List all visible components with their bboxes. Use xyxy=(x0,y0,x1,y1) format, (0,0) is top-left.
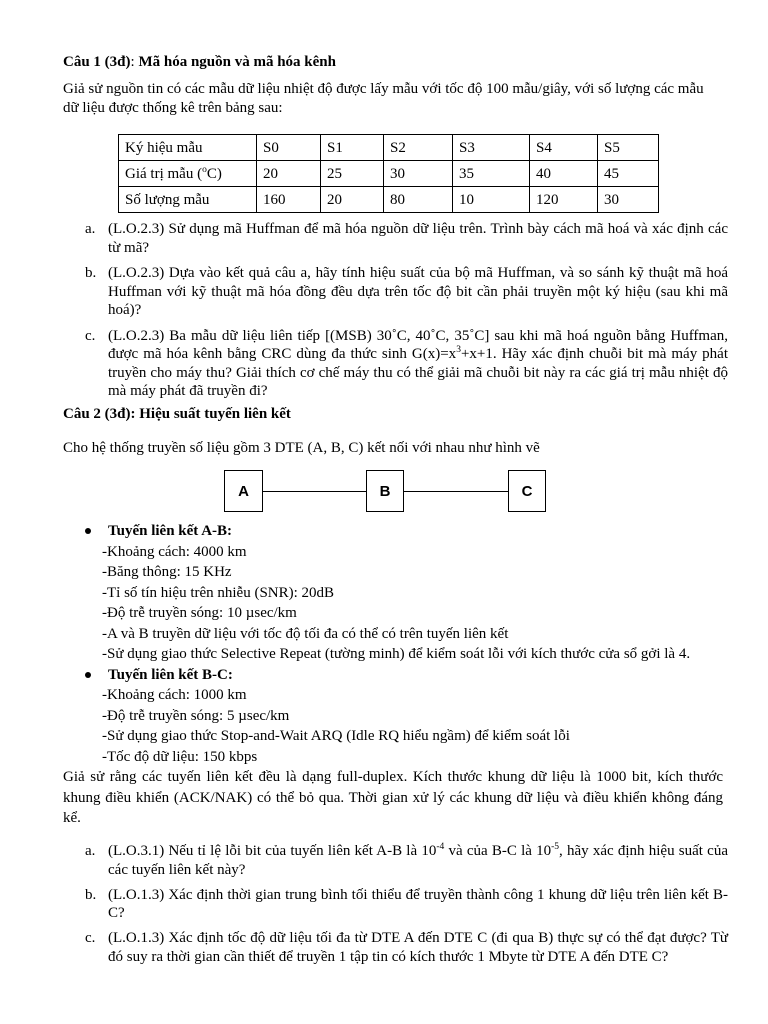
value-label-start: Giá trị mẫu ( xyxy=(125,165,203,182)
question-1-subquestions xyxy=(85,220,728,408)
bullet-icon xyxy=(85,528,91,534)
question-1-topic: Mã hóa nguồn và mã hóa kênh xyxy=(138,54,336,70)
link-line-a-b xyxy=(263,491,366,492)
row-header-symbol: Ký hiệu mẫu xyxy=(119,135,257,161)
link-detail: -Băng thông: 15 KHz xyxy=(102,564,232,580)
table-cell: 10 xyxy=(453,187,530,213)
value-label-end: C) xyxy=(206,165,222,182)
table-cell: 120 xyxy=(530,187,598,213)
sample-table xyxy=(118,134,659,213)
subquestion-2b xyxy=(85,886,728,923)
subquestion-1c xyxy=(85,327,728,401)
subquestion-marker: a. xyxy=(85,843,96,859)
subquestion-text xyxy=(108,327,728,401)
table-cell: 80 xyxy=(384,187,453,213)
table-cell: 20 xyxy=(321,187,384,213)
link-detail: -A và B truyền dữ liệu với tốc độ tối đa có thể có trên tuyến liên kết xyxy=(102,625,509,642)
link-detail: -Khoảng cách: 4000 km xyxy=(102,543,247,560)
table-cell: S5 xyxy=(598,135,659,161)
table-cell: S2 xyxy=(384,135,453,161)
subquestion-marker: b. xyxy=(85,265,97,281)
subquestion-1b xyxy=(85,264,728,320)
question-1-intro: Giả sử nguồn tin có các mẫu dữ liệu nhiệt độ được lấy mẫu với tốc độ 100 mẫu/giây, với số lượng các mẫu dữ liệu được thống kê trên bảng sau: xyxy=(63,81,704,116)
table-cell: 20 xyxy=(257,161,321,187)
table-cell: S1 xyxy=(321,135,384,161)
subquestion-text-part: +x+1. Hãy xác định chuỗi bit mà máy phát truyền cho máy thu? Giải thích cơ chế máy thu có thể giải mã chuỗi bit này ra các giá trị mẫu nhiệt độ mà máy phát đã truyền đi? xyxy=(108,346,729,399)
subquestion-marker: c. xyxy=(85,930,96,946)
link-detail: -Sử dụng giao thức Stop-and-Wait ARQ (Idle RQ hiểu ngầm) để kiểm soát lỗi xyxy=(102,728,570,744)
table-row-symbols xyxy=(119,135,659,161)
table-row-values xyxy=(119,161,659,187)
subquestion-marker: a. xyxy=(85,221,96,237)
link-detail: -Sử dụng giao thức Selective Repeat (tường minh) để kiểm soát lỗi với kích thước cửa sổ gởi là 4. xyxy=(102,646,691,662)
exponent: -4 xyxy=(436,842,445,852)
link-ab-heading xyxy=(63,521,728,542)
link-title: Tuyến liên kết A-B: xyxy=(108,523,233,539)
table-cell: 160 xyxy=(257,187,321,213)
question-2-intro: Cho hệ thống truyền số liệu gồm 3 DTE (A, B, C) kết nối với nhau như hình vẽ xyxy=(63,440,540,456)
link-detail: -Khoảng cách: 1000 km xyxy=(102,687,247,703)
question-1-colon: : xyxy=(130,54,135,70)
degree-superscript: o xyxy=(202,164,207,175)
link-detail: -Tỉ số tín hiệu trên nhiễu (SNR): 20dB xyxy=(102,584,335,601)
subquestion-text xyxy=(108,842,728,879)
exponent: -5 xyxy=(551,842,560,852)
link-line-b-c xyxy=(404,491,508,492)
subquestion-2c xyxy=(85,929,728,966)
assumptions-paragraph: Giả sử rằng các tuyến liên kết đều là dạng full-duplex. Kích thước khung dữ liệu là 1000 bit, kích thước khung điều khiển (ACK/NAK) có thể bỏ qua. Thời gian xử lý các khung dữ liệu và điều khiển không đáng kể. xyxy=(63,769,723,826)
table-cell: 25 xyxy=(321,161,384,187)
subquestion-text: (L.O.1.3) Xác định thời gian trung bình tối thiểu để truyền thành công 1 khung dữ liệu trên liên kết B-C? xyxy=(108,886,728,921)
bullet-icon xyxy=(85,672,91,678)
table-row-counts xyxy=(119,187,659,213)
subquestion-text-part: , hãy xác định hiệu suất của các tuyến liên kết này? xyxy=(108,843,728,878)
subquestion-marker: b. xyxy=(85,886,97,903)
exponent: 3 xyxy=(456,345,461,355)
subquestion-text-part: và của B-C là 10 xyxy=(444,843,552,859)
question-1-title xyxy=(63,53,336,71)
subquestion-text: (L.O.1.3) Xác định tốc độ dữ liệu tối đa từ DTE A đến DTE C (đi qua B) thực sự có thể đạt được? Từ đó suy ra thời gian cần thiết để truyền 1 tập tin có kích thước 1 Mbyte từ DTE A đến DTE C? xyxy=(108,930,728,965)
row-header-value xyxy=(119,161,257,187)
dte-node-b: B xyxy=(366,470,404,512)
subquestion-text: (L.O.2.3) Sử dụng mã Huffman để mã hóa nguồn dữ liệu trên. Trình bày cách mã hoá và xác định các từ mã? xyxy=(108,221,728,256)
table-cell: S4 xyxy=(530,135,598,161)
table-cell: 40 xyxy=(530,161,598,187)
subquestion-2a xyxy=(85,842,728,879)
link-detail: -Độ trễ truyền sóng: 5 µsec/km xyxy=(102,707,290,724)
subquestion-1a xyxy=(85,220,728,257)
table-cell: 35 xyxy=(453,161,530,187)
question-2-title: Câu 2 (3đ): Hiệu suất tuyến liên kết xyxy=(63,406,291,422)
question-1-label: Câu 1 (3đ) xyxy=(63,54,131,70)
subquestion-marker: c. xyxy=(85,327,96,344)
question-2-subquestions xyxy=(85,842,728,973)
row-header-count: Số lượng mẫu xyxy=(119,187,257,213)
link-bc-heading xyxy=(63,665,728,686)
dte-node-a: A xyxy=(224,470,263,512)
table-cell: 45 xyxy=(598,161,659,187)
link-detail: -Độ trễ truyền sóng: 10 µsec/km xyxy=(102,605,297,621)
table-cell: 30 xyxy=(384,161,453,187)
subquestion-text-part: (L.O.3.1) Nếu tỉ lệ lỗi bit của tuyến liên kết A-B là 10 xyxy=(108,843,437,859)
table-cell: S0 xyxy=(257,135,321,161)
dte-node-c: C xyxy=(508,470,546,512)
subquestion-text-part: (L.O.2.3) Ba mẫu dữ liệu liên tiếp [(MSB) 30˚C, 40˚C, 35˚C] sau khi mã hoá nguồn bằng Huffman, được mã hóa kênh bằng CRC dùng đa thức sinh G(x)=x xyxy=(108,327,728,362)
table-cell: S3 xyxy=(453,135,530,161)
table-cell: 30 xyxy=(598,187,659,213)
link-specifications xyxy=(63,521,728,829)
link-title: Tuyến liên kết B-C: xyxy=(108,666,233,683)
subquestion-text: (L.O.2.3) Dựa vào kết quả câu a, hãy tính hiệu suất của bộ mã Huffman, và so sánh kỹ thuật mã hoá Huffman với kỹ thuật mã hóa đồng đều dựa trên tốc độ bit cần phải truyền một ký hiệu (sau khi mã hoá)? xyxy=(108,265,728,318)
link-detail: -Tốc độ dữ liệu: 150 kbps xyxy=(102,748,258,765)
